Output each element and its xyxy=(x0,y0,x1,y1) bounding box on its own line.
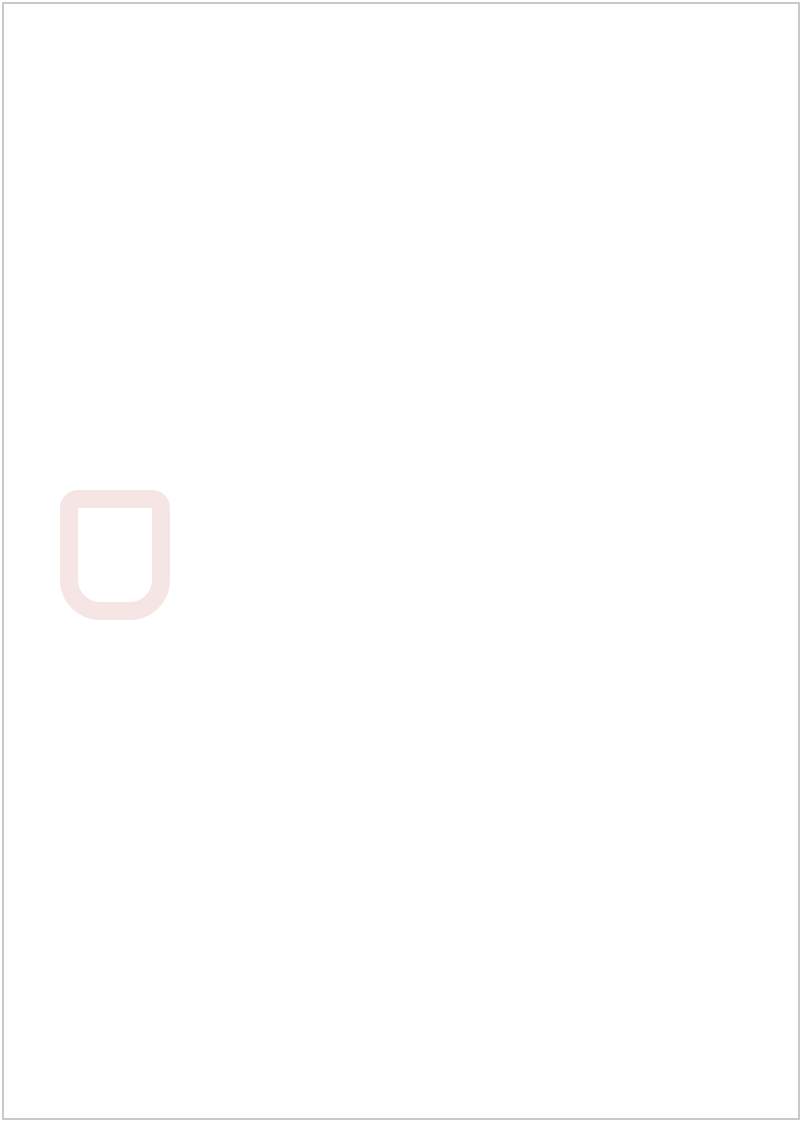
watermark-icon xyxy=(60,490,170,620)
watermark-logo xyxy=(60,470,700,640)
